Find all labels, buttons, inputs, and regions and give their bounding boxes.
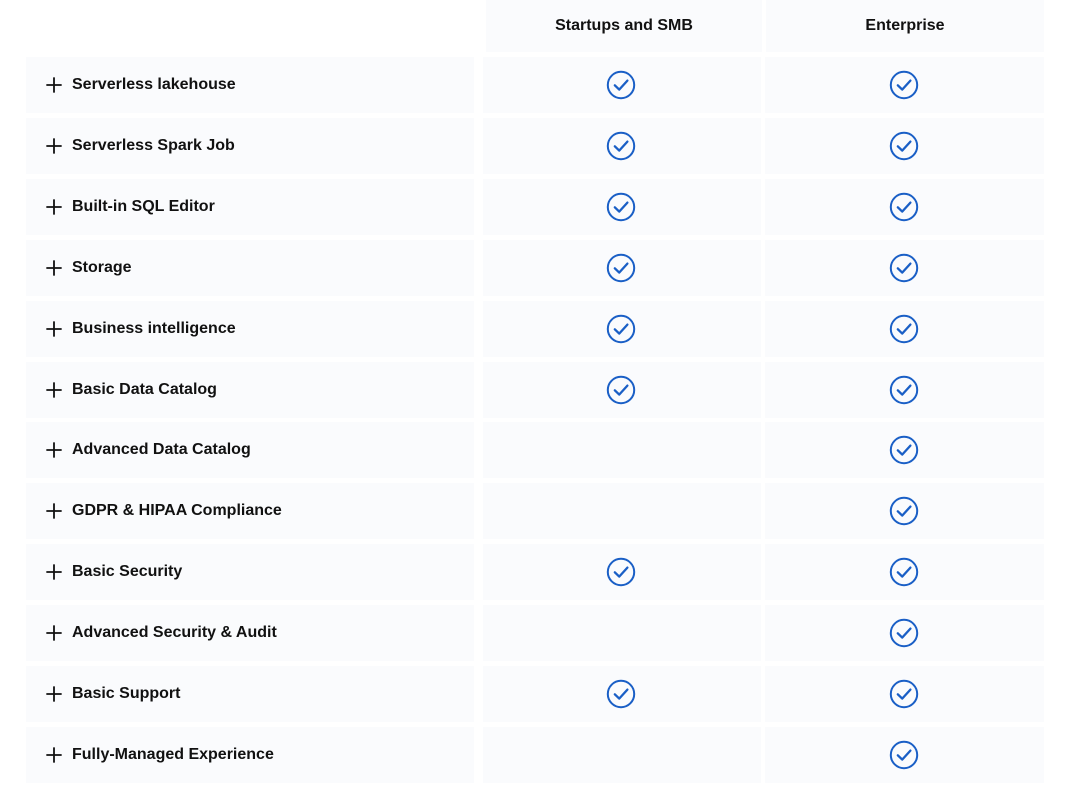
enterprise-cell xyxy=(765,240,1044,296)
plus-icon xyxy=(46,260,62,276)
table-row xyxy=(0,483,1070,539)
table-row xyxy=(0,727,1070,783)
check-circle-icon xyxy=(606,131,636,161)
check-circle-icon xyxy=(889,496,919,526)
feature-label: Serverless lakehouse xyxy=(72,76,236,93)
check-circle-icon xyxy=(606,314,636,344)
column-header-startups-smb xyxy=(486,0,762,52)
check-circle-icon xyxy=(606,375,636,405)
startups-smb-cell xyxy=(483,301,761,357)
feature-expand-toggle[interactable] xyxy=(26,727,474,783)
plus-icon xyxy=(46,747,62,763)
startups-smb-cell xyxy=(483,179,761,235)
check-circle-icon xyxy=(889,740,919,770)
plus-icon xyxy=(46,686,62,702)
check-circle-icon xyxy=(889,253,919,283)
check-circle-icon xyxy=(606,557,636,587)
table-row xyxy=(0,544,1070,600)
feature-label: Storage xyxy=(72,258,132,276)
table-row xyxy=(0,422,1070,478)
check-circle-icon xyxy=(889,679,919,709)
feature-label: Serverless Spark Job xyxy=(72,136,235,154)
column-header-label: Startups and SMB xyxy=(555,17,693,34)
table-row xyxy=(0,301,1070,357)
feature-label: Built-in SQL Editor xyxy=(72,197,215,215)
check-circle-icon xyxy=(889,375,919,405)
table-row xyxy=(0,605,1070,661)
enterprise-cell xyxy=(765,362,1044,418)
feature-expand-toggle[interactable] xyxy=(26,483,474,539)
feature-expand-toggle[interactable] xyxy=(26,666,474,722)
column-header-enterprise xyxy=(766,0,1044,52)
check-circle-icon xyxy=(606,192,636,222)
plus-icon xyxy=(46,442,62,458)
table-header xyxy=(0,0,1070,53)
feature-label: Fully-Managed Experience xyxy=(72,745,274,763)
startups-smb-cell xyxy=(483,422,761,478)
check-circle-icon xyxy=(889,314,919,344)
column-header-label: Enterprise xyxy=(865,17,945,34)
table-row xyxy=(0,666,1070,722)
feature-expand-toggle[interactable] xyxy=(26,118,474,174)
enterprise-cell xyxy=(765,727,1044,783)
check-circle-icon xyxy=(606,253,636,283)
feature-label: Basic Data Catalog xyxy=(72,380,217,398)
enterprise-cell xyxy=(765,422,1044,478)
table-row xyxy=(0,57,1070,113)
startups-smb-cell xyxy=(483,118,761,174)
feature-expand-toggle[interactable] xyxy=(26,57,474,113)
startups-smb-cell xyxy=(483,727,761,783)
feature-label: Business intelligence xyxy=(72,319,236,337)
feature-expand-toggle[interactable] xyxy=(26,240,474,296)
feature-expand-toggle[interactable] xyxy=(26,544,474,600)
feature-expand-toggle[interactable] xyxy=(26,301,474,357)
enterprise-cell xyxy=(765,605,1044,661)
plus-icon xyxy=(46,625,62,641)
enterprise-cell xyxy=(765,301,1044,357)
check-circle-icon xyxy=(606,679,636,709)
check-circle-icon xyxy=(889,435,919,465)
enterprise-cell xyxy=(765,666,1044,722)
startups-smb-cell xyxy=(483,362,761,418)
plus-icon xyxy=(46,382,62,398)
plus-icon xyxy=(46,199,62,215)
feature-label: Basic Support xyxy=(72,685,181,702)
check-circle-icon xyxy=(889,70,919,100)
enterprise-cell xyxy=(765,179,1044,235)
enterprise-cell xyxy=(765,118,1044,174)
feature-expand-toggle[interactable] xyxy=(26,179,474,235)
startups-smb-cell xyxy=(483,666,761,722)
check-circle-icon xyxy=(889,131,919,161)
startups-smb-cell xyxy=(483,605,761,661)
table-row xyxy=(0,179,1070,235)
enterprise-cell xyxy=(765,57,1044,113)
feature-expand-toggle[interactable] xyxy=(26,422,474,478)
enterprise-cell xyxy=(765,544,1044,600)
table-row xyxy=(0,118,1070,174)
startups-smb-cell xyxy=(483,483,761,539)
feature-expand-toggle[interactable] xyxy=(26,605,474,661)
check-circle-icon xyxy=(889,618,919,648)
enterprise-cell xyxy=(765,483,1044,539)
feature-label: Advanced Security & Audit xyxy=(72,624,277,642)
check-circle-icon xyxy=(889,557,919,587)
startups-smb-cell xyxy=(483,57,761,113)
plus-icon xyxy=(46,77,62,93)
startups-smb-cell xyxy=(483,544,761,600)
feature-label: Basic Security xyxy=(72,563,183,581)
table-row xyxy=(0,362,1070,418)
feature-label: GDPR & HIPAA Compliance xyxy=(72,502,282,520)
startups-smb-cell xyxy=(483,240,761,296)
feature-expand-toggle[interactable] xyxy=(26,362,474,418)
plus-icon xyxy=(46,503,62,519)
plus-icon xyxy=(46,564,62,580)
check-circle-icon xyxy=(606,70,636,100)
plus-icon xyxy=(46,321,62,337)
plus-icon xyxy=(46,138,62,154)
feature-label: Advanced Data Catalog xyxy=(72,441,251,459)
check-circle-icon xyxy=(889,192,919,222)
table-row xyxy=(0,240,1070,296)
